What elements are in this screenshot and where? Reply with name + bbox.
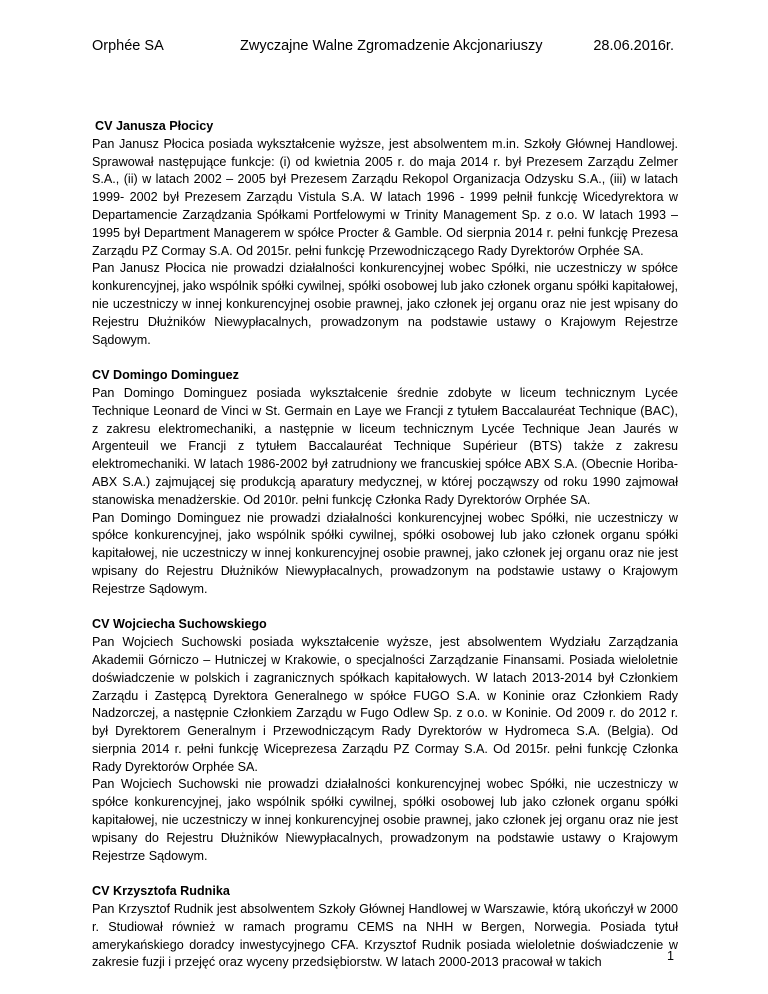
page-header (0, 38, 768, 58)
section-paragraph: Pan Domingo Dominguez posiada wykształcenie średnie zdobyte w liceum technicznym Lycée Technique Leonard de Vinci w St. Germain en Laye we Francji z tytułem Baccalauréat Technique (BAC), z zakresu elektromechaniki, a następnie w liceum technicznym Lycée Technique Jean Jaurés w Argenteuil we Francji z tytułem Baccalauréat Technique Supérieur (BTS) także z zakresu elektromechaniki. W latach 1986-2002 był zatrudniony we francuskiej spółce ABX S.A. (Obecnie Horiba-ABX S.A.) zajmującej się produkcją aparatury medycznej, w której począwszy od roku 1990 zajmował stanowiska menadżerskie. Od 2010r. pełni funkcję Członka Rady Dyrektorów Orphée SA. (92, 385, 678, 507)
section-title: CV Janusza Płocicy (95, 119, 214, 133)
section-paragraph: Pan Janusz Płocica nie prowadzi działalności konkurencyjnej wobec Spółki, nie uczestniczy w spółce konkurencyjnej, jako wspólnik spółki cywilnej, spółki osobowej lub jako członek organu spółki kapitałowej, nie uczestniczy w innej konkurencyjnej osobie prawnej, jako członek jej organu oraz nie jest wpisany do Rejestru Dłużników Niewypłacalnych, prowadzonym na podstawie ustawy o Krajowym Rejestrze Sądowym. (92, 261, 678, 347)
cv-section-suchowski (92, 616, 678, 865)
cv-section-dominguez (92, 367, 678, 598)
section-paragraph: Pan Krzysztof Rudnik jest absolwentem Szkoły Głównej Handlowej w Warszawie, którą ukończył w 2000 r. Studiował również w ramach programu CEMS na NHH w Bergen, Norwegia. Posiada tytuł amerykańskiego doradcy inwestycyjnego CFA. Krzysztof Rudnik posiada wieloletnie doświadczenie w zakresie fuzji i przejęć oraz wyceny przedsiębiorstw. W latach 2000-2013 pracował w takich (92, 902, 678, 970)
section-title: CV Wojciecha Suchowskiego (92, 617, 267, 632)
section-title: CV Domingo Dominguez (92, 368, 239, 383)
header-date: 28.06.2016r. (593, 38, 674, 54)
section-paragraph: Pan Janusz Płocica posiada wykształcenie wyższe, jest absolwentem m.in. Szkoły Głównej Handlowej. Sprawował następujące funkcje: (i) od kwietnia 2005 r. do maja 2014 r. był Prezesem Zarządu Zelmer S.A., (ii) w latach 2002 – 2005 był Prezesem Zarządu Rekopol Organizacja Odzysku S.A., (iii) w latach 1999- 2002 był Prezesem Zarządu Vistula S.A. W latach 1996 - 1999 pełnił funkcję Wicedyrektora w Departamencie Zarządzania Spółkami Portfelowymi w Trinity Management Sp. z o.o. W latach 1993 – 1995 był Department Managerem w spółce Procter & Gamble. Od sierpnia 2014 r. pełni funkcję Prezesa Zarządu PZ Cormay S.A. Od 2015r. pełni funkcję Przewodniczącego Rady Dyrektorów Orphée SA. (92, 136, 678, 258)
cv-section-plocica (92, 118, 678, 349)
section-paragraph: Pan Wojciech Suchowski nie prowadzi działalności konkurencyjnej wobec Spółki, nie uczestniczy w spółce konkurencyjnej, jako wspólnik spółki cywilnej, spółki osobowej lub jako członek organu spółki kapitałowej, nie uczestniczy w innej konkurencyjnej osobie prawnej, jako członek jej organu oraz nie jest wpisany do Rejestru Dłużników Niewypłacalnych, prowadzonym na podstawie ustawy o Krajowym Rejestrze Sądowym. (92, 777, 678, 863)
section-paragraph: Pan Wojciech Suchowski posiada wykształcenie wyższe, jest absolwentem Wydziału Zarządzania Akademii Górniczo – Hutniczej w Krakowie, o specjalności Zarządzanie Finansami. Posiada wieloletnie doświadczenie w polskich i zagranicznych spółkach kapitałowych. W latach 2013-2014 był Członkiem Zarządu i Zastępcą Dyrektora Generalnego w spółce FUGO S.A. w Koninie oraz Członkiem Rady Nadzorczej, a następnie Członkiem Zarządu w Fugo Odlew Sp. z o.o. w Koninie. Od 2009 r. do 2012 r. był Dyrektorem Generalnym i Przewodniczącym Rady Dyrektorów w Hydromeca S.A. (Belgia). Od sierpnia 2014 r. pełni funkcję Wiceprezesa Zarządu PZ Cormay S.A. Od 2015r. pełni funkcję Członka Rady Dyrektorów Orphée SA. (92, 635, 678, 774)
cv-section-rudnik (92, 883, 678, 972)
section-paragraph: Pan Domingo Dominguez nie prowadzi działalności konkurencyjnej wobec Spółki, nie uczestniczy w spółce konkurencyjnej, jako wspólnik spółki cywilnej, spółki osobowej lub jako członek organu spółki kapitałowej, nie uczestniczy w innej konkurencyjnej osobie prawnej, jako członek jej organu oraz nie jest wpisany do Rejestru Dłużników Niewypłacalnych, prowadzonym na podstawie ustawy o Krajowym Rejestrze Sądowym. (92, 510, 678, 596)
header-meeting-title: Zwyczajne Walne Zgromadzenie Akcjonariuszy (240, 38, 543, 54)
section-title: CV Krzysztofa Rudnika (92, 884, 230, 899)
header-company: Orphée SA (92, 38, 164, 54)
page-number: 1 (666, 949, 674, 963)
document-body (92, 118, 678, 990)
